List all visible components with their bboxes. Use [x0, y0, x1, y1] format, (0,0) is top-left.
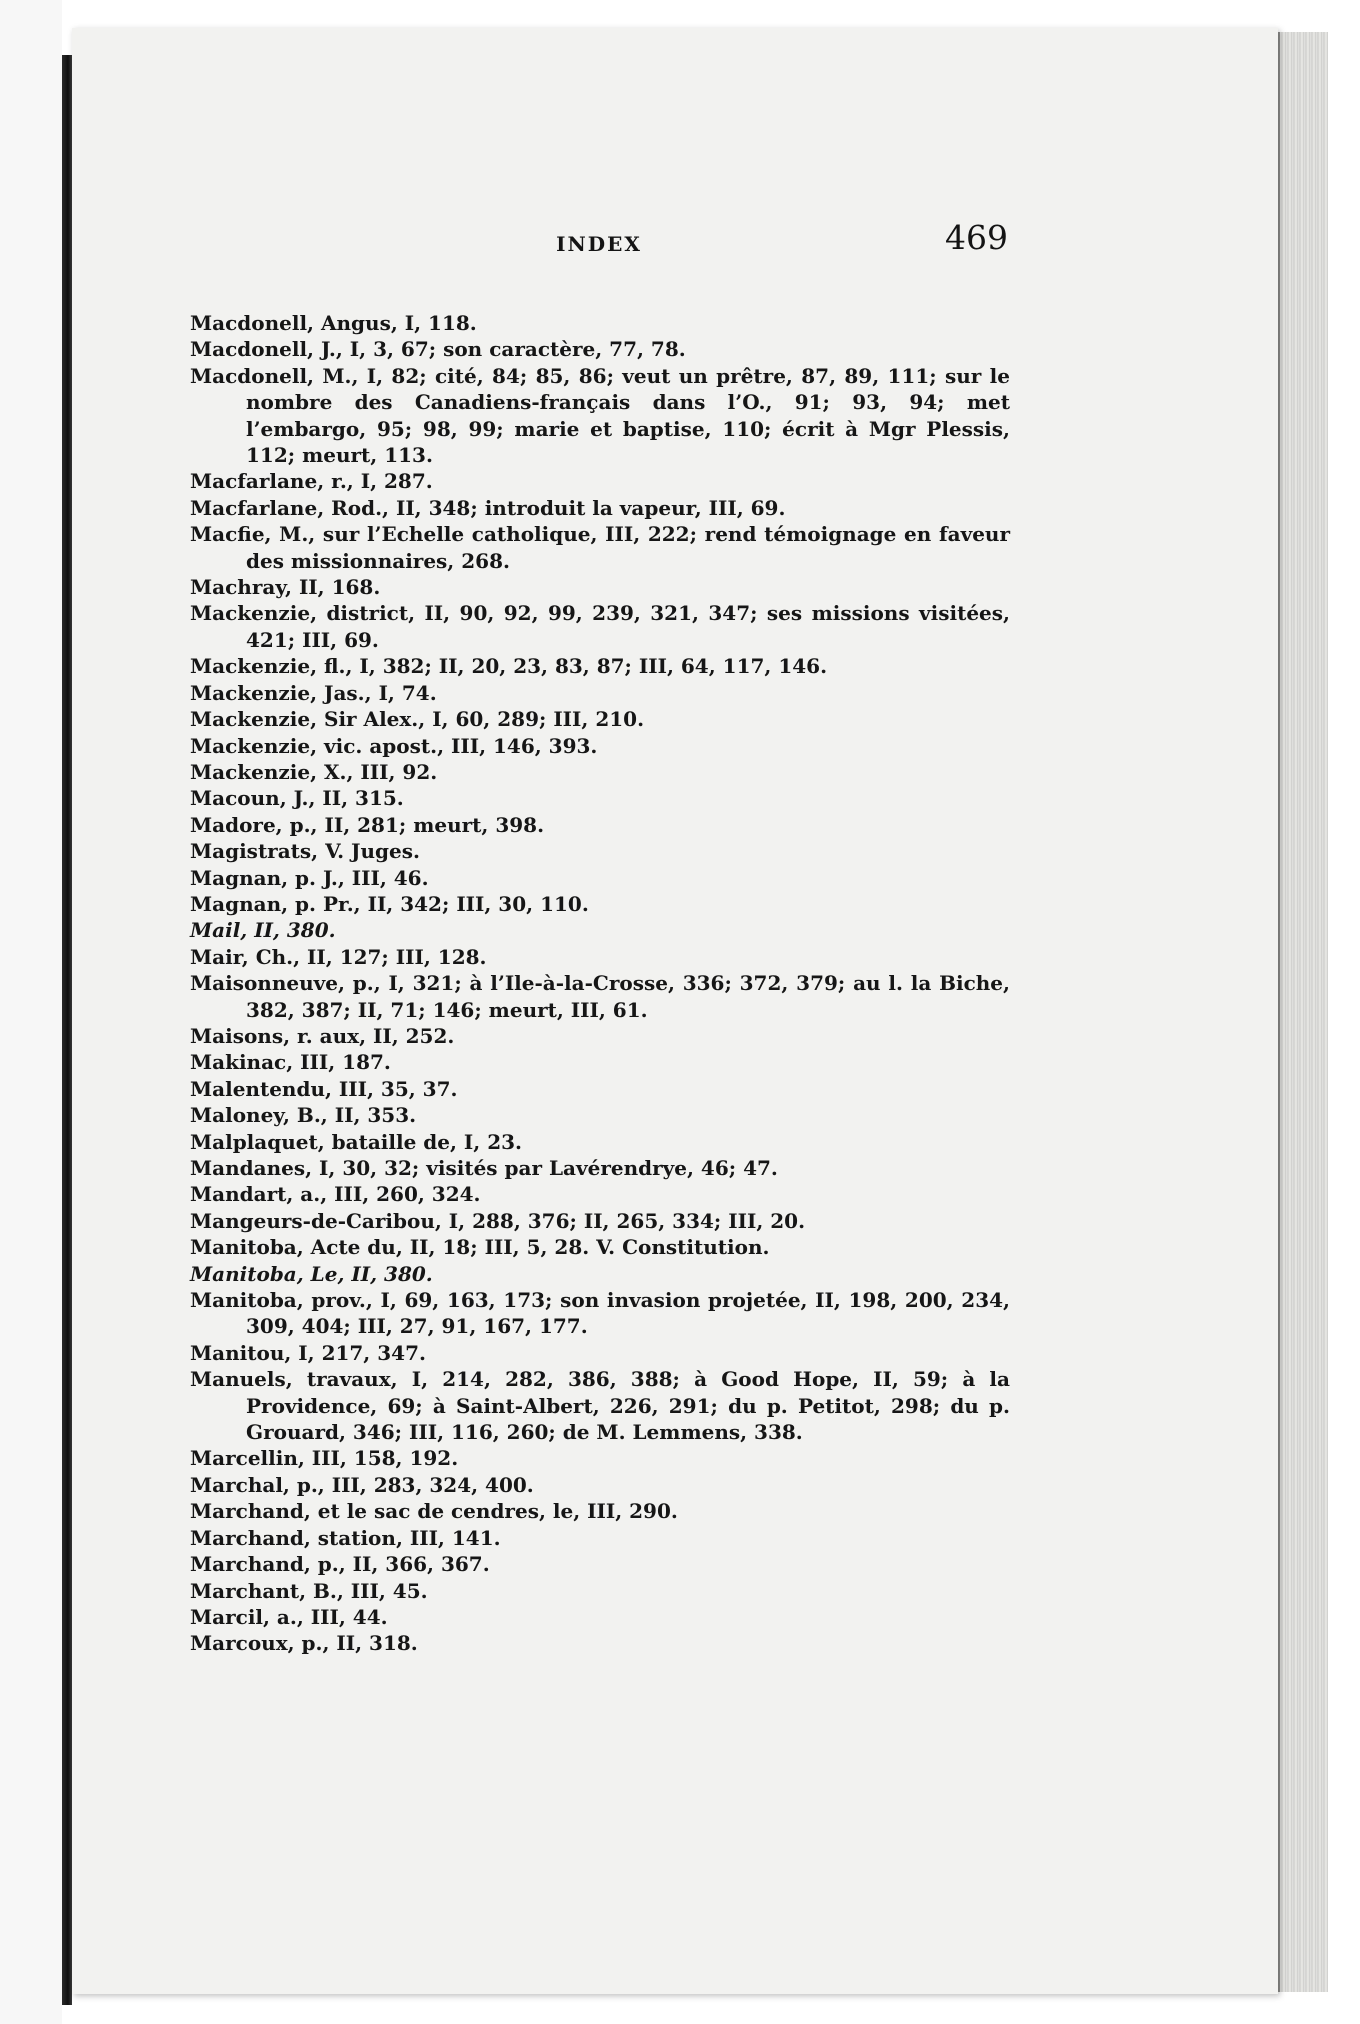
index-entry: Maisonneuve, p., I, 321; à l’Ile-à-la-Crosse, 336; 372, 379; au l. la Biche, 382, 387; II, 71; 146; meurt, III, 61. — [190, 971, 1010, 1022]
index-entry: Mangeurs-de-Caribou, I, 288, 376; II, 265, 334; III, 20. — [190, 1208, 806, 1233]
index-entry: Marcil, a., III, 44. — [190, 1604, 388, 1629]
index-entry: Manitoba, Acte du, II, 18; III, 5, 28. V. Constitution. — [190, 1235, 770, 1260]
index-entry: Manitou, I, 217, 347. — [190, 1340, 426, 1365]
index-entry: Macdonell, Angus, I, 118. — [190, 311, 477, 335]
index-entry: Mackenzie, district, II, 90, 92, 99, 239, 321, 347; ses missions visitées, 421; III, 69. — [190, 601, 1010, 652]
index-entry: Manitoba, Le, II, 380. — [190, 1261, 433, 1286]
index-entry: Marchal, p., III, 283, 324, 400. — [190, 1472, 534, 1497]
index-entry: Marchand, station, III, 141. — [190, 1525, 501, 1550]
index-entry: Marchand, p., II, 366, 367. — [190, 1552, 490, 1577]
index-entry: Macdonell, M., I, 82; cité, 84; 85, 86; veut un prêtre, 87, 89, 111; sur le nombre des Canadiens-français dans l’O., 91; 93, 94; met l’embargo, 95; 98, 99; marie et baptise, 110; écrit à Mgr Plessis, 112; meurt, 113. — [190, 363, 1010, 468]
index-entry: Marchant, B., III, 45. — [190, 1578, 428, 1603]
index-entry: Mail, II, 380. — [190, 918, 336, 943]
index-entry: Manuels, travaux, I, 214, 282, 386, 388; à Good Hope, II, 59; à la Providence, 69; à Saint-Albert, 226, 291; du p. Petitot, 298; du p. Grouard, 346; III, 116, 260; de M. Lemmens, 338. — [190, 1367, 1010, 1445]
index-entry: Marchand, et le sac de cendres, le, III, 290. — [190, 1499, 678, 1524]
index-entry: Macfarlane, r., I, 287. — [190, 469, 433, 494]
index-entry: Mackenzie, vic. apost., III, 146, 393. — [190, 733, 598, 758]
page-number: 469 — [945, 218, 1008, 257]
index-entry: Maloney, B., II, 353. — [190, 1103, 417, 1128]
index-entry: Marcellin, III, 158, 192. — [190, 1446, 459, 1471]
index-entry: Marcoux, p., II, 318. — [190, 1631, 418, 1656]
index-entry: Mackenzie, Sir Alex., I, 60, 289; III, 210. — [190, 707, 645, 732]
index-entry: Manitoba, prov., I, 69, 163, 173; son invasion projetée, II, 198, 200, 234, 309, 404; III, 27, 91, 167, 177. — [190, 1288, 1010, 1339]
index-entry: Mandart, a., III, 260, 324. — [190, 1182, 481, 1207]
index-entry: Mandanes, I, 30, 32; visités par Lavérendrye, 46; 47. — [190, 1156, 778, 1180]
index-entry: Magistrats, V. Juges. — [190, 839, 420, 864]
index-entry: Makinac, III, 187. — [190, 1050, 391, 1075]
index-entry: Macfie, M., sur l’Echelle catholique, III, 222; rend témoignage en faveur des missionnaires, 268. — [190, 522, 1010, 573]
page-stack-edge — [1278, 32, 1328, 1992]
book-gutter — [62, 55, 72, 2005]
index-entry: Macfarlane, Rod., II, 348; introduit la vapeur, III, 69. — [190, 495, 786, 520]
index-entry: Mackenzie, X., III, 92. — [190, 759, 438, 784]
index-entry: Mackenzie, fl., I, 382; II, 20, 23, 83, 87; III, 64, 117, 146. — [190, 654, 828, 679]
index-entry: Maisons, r. aux, II, 252. — [190, 1023, 455, 1048]
index-entry: Malplaquet, bataille de, I, 23. — [190, 1129, 522, 1154]
facing-page-edge — [0, 0, 62, 2024]
index-entries — [190, 310, 1010, 1657]
running-title: INDEX — [556, 232, 642, 256]
index-entry: Macoun, J., II, 315. — [190, 786, 404, 811]
index-entry: Mair, Ch., II, 127; III, 128. — [190, 944, 487, 969]
index-entry: Magnan, p. J., III, 46. — [190, 865, 429, 890]
index-entry: Madore, p., II, 281; meurt, 398. — [190, 812, 545, 837]
running-header — [190, 218, 1008, 268]
index-entry: Macdonell, J., I, 3, 67; son caractère, 77, 78. — [190, 337, 686, 362]
index-entry: Magnan, p. Pr., II, 342; III, 30, 110. — [190, 891, 589, 916]
index-entry: Mackenzie, Jas., I, 74. — [190, 680, 437, 705]
index-entry: Machray, II, 168. — [190, 575, 381, 600]
index-entry: Malentendu, III, 35, 37. — [190, 1076, 458, 1101]
